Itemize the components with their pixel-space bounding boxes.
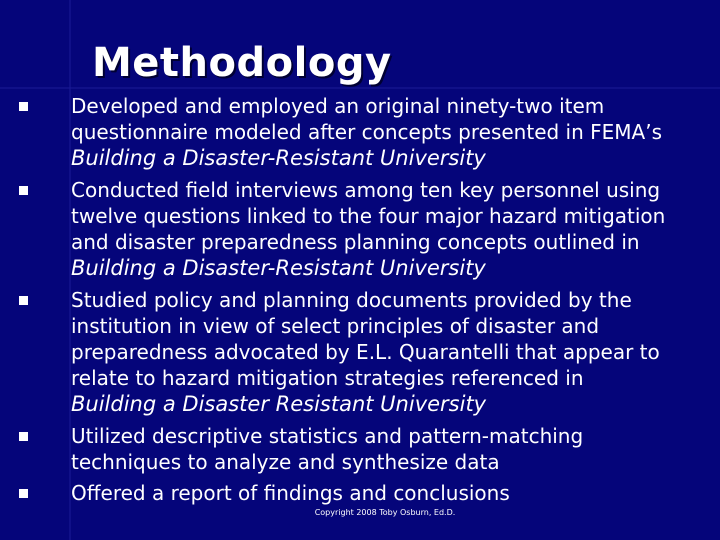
- bullet-text: [71, 177, 671, 281]
- bullet-emphasis: Building a Disaster-Resistant University: [71, 256, 486, 280]
- slide-title: Methodology: [92, 40, 392, 86]
- bullet-emphasis: Building a Disaster-Resistant University: [71, 146, 486, 170]
- bullet-text: [71, 423, 671, 475]
- copyright-footer: Copyright 2008 Toby Osburn, Ed.D.: [314, 508, 456, 517]
- bullet-body: Developed and employed an original ninety-two item questionnaire modeled after concepts presented in FEMA’s: [71, 94, 662, 144]
- bullet-body: Conducted field interviews among ten key personnel using twelve questions linked to the four major hazard mitigation and disaster preparedness planning concepts outlined in: [71, 178, 666, 254]
- bullet-text: [71, 93, 671, 171]
- bullet-marker: [19, 186, 28, 195]
- bullet-text: [71, 480, 671, 506]
- bullet-text: [71, 287, 671, 417]
- bullet-marker: [19, 489, 28, 498]
- bullet-marker: [19, 102, 28, 111]
- bullet-body: Offered a report of findings and conclusions: [71, 481, 510, 505]
- bullet-body: Studied policy and planning documents provided by the institution in view of select principles of disaster and preparedness advocated by E.L. Quarantelli that appear to relate to hazard mitigation strategies referenced in: [71, 288, 660, 390]
- bullet-emphasis: Building a Disaster Resistant University: [71, 392, 487, 416]
- bullet-body: Utilized descriptive statistics and pattern-matching techniques to analyze and synthesize data: [71, 424, 584, 474]
- bullet-marker: [19, 432, 28, 441]
- bullet-marker: [19, 296, 28, 305]
